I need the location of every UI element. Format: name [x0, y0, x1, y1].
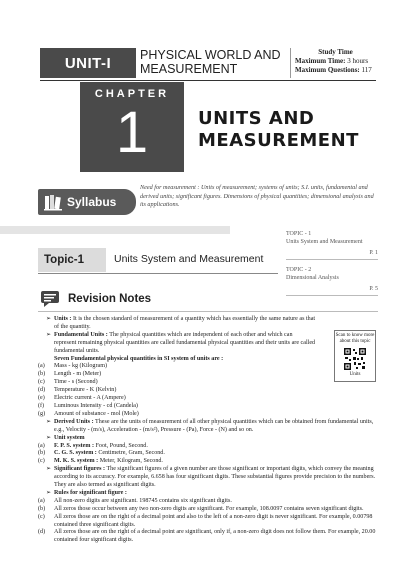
- list-item: [38, 514, 378, 530]
- list-text: Temperature - K (Kelvin): [54, 387, 117, 394]
- max-time-value: 3 hours: [347, 57, 369, 65]
- arrow-bullet-icon: ➢: [46, 331, 52, 338]
- chapter-word: CHAPTER: [94, 88, 170, 100]
- list-marker: (g): [38, 410, 46, 417]
- list-marker: (b): [38, 371, 46, 378]
- note-significant-figures: [38, 466, 378, 490]
- note-rules: [38, 490, 378, 498]
- chapter-title-line2: MEASUREMENT: [198, 130, 359, 151]
- chapter-title: [198, 108, 398, 152]
- list-text: All zeros those are on the right of a decimal point are significant, only if, a non-zero digit does not follow them. For example, 20.00 contained four significant digits.: [54, 529, 376, 544]
- list-text: Luminous Intensity - cd (Candela): [54, 402, 138, 409]
- fundamental-term: Fundamental Units :: [54, 331, 108, 338]
- system-text: Meter, Kilogram, Second.: [99, 458, 163, 465]
- list-item: [38, 498, 378, 506]
- system-text: Foot, Pound, Second.: [95, 442, 148, 449]
- note-fundamental-units: [38, 332, 378, 356]
- list-marker: (c): [38, 458, 45, 465]
- note-derived-units: [38, 419, 378, 435]
- syllabus-text: Need for measurement : Units of measurement; systems of units; S.I. units, fundamental and derived units; significant figures. Dimensions of physical quantities; dimensional analysis and its applications.: [140, 184, 374, 208]
- list-text: Electric current - A (Ampere): [54, 395, 126, 402]
- arrow-bullet-icon: ➢: [46, 466, 52, 473]
- note-unit-system: [38, 435, 378, 443]
- toc-heading: TOPIC - 1: [286, 231, 312, 237]
- arrow-bullet-icon: ➢: [46, 489, 52, 496]
- sig-term: Significant figures :: [54, 466, 106, 473]
- qr-caption: Scan to know more about this topic: [335, 333, 375, 344]
- list-marker: (a): [38, 497, 45, 504]
- unit-title: [140, 48, 290, 76]
- topic-tag: Topic-1: [38, 248, 106, 272]
- syllabus-label: Syllabus: [67, 195, 117, 209]
- rules-heading: Rules for significant figure :: [54, 489, 127, 496]
- toc-page: P. 1: [369, 250, 378, 256]
- arrow-bullet-icon: ➢: [46, 434, 52, 441]
- list-marker: (d): [38, 529, 46, 536]
- list-text: All non-zero digits are significant. 198745 contains six significant digits.: [54, 497, 232, 504]
- max-time-label: Maximum Time:: [295, 57, 346, 65]
- toc-title: Units System and Measurement: [286, 239, 363, 245]
- revision-notes-header: [38, 290, 378, 312]
- list-item: [38, 529, 378, 545]
- list-marker: (a): [38, 363, 45, 370]
- units-term: Units :: [54, 316, 72, 322]
- books-icon: [43, 192, 63, 212]
- list-marker: (a): [38, 442, 45, 449]
- qr-code-box[interactable]: [334, 330, 376, 382]
- list-text: Mass - kg (Kilogram): [54, 363, 107, 370]
- list-item: [38, 411, 378, 419]
- qr-code-icon: [343, 347, 367, 371]
- chapter-title-line1: UNITS AND: [198, 108, 315, 129]
- list-item: [38, 387, 378, 395]
- list-item: [38, 395, 378, 403]
- seven-heading: Seven Fundamental physical quantities in SI system of units are :: [54, 355, 224, 362]
- unit-label: UNIT-I: [40, 48, 136, 78]
- toc-item[interactable]: [286, 230, 378, 260]
- system-term: C. G. S. system :: [54, 450, 97, 457]
- list-text: Length - m (Meter): [54, 371, 102, 378]
- fundamental-text: The physical quantities which are independent of each other and which can represent remaining physical quantities are called fundamental physical quantities and their units are called fundamental units.: [54, 331, 316, 354]
- unit-title-line1: PHYSICAL WORLD AND: [140, 48, 281, 62]
- derived-term: Derived Units :: [54, 418, 94, 425]
- sig-text: The significant figures of a given number are those significant or important digits, which convey the meaning according to its accuracy. For example, 6.658 has four significant digits. These substantial figures provide precision to the numbers. They are also termed as significant digits.: [54, 466, 376, 489]
- qr-label: Units: [349, 372, 361, 377]
- system-term: F. P. S. system :: [54, 442, 95, 449]
- list-marker: (b): [38, 505, 46, 512]
- list-item: [38, 506, 378, 514]
- syllabus-tag: [38, 189, 136, 215]
- list-marker: (e): [38, 395, 45, 402]
- syllabus-underline: [0, 226, 230, 234]
- toc-heading: TOPIC - 2: [286, 267, 312, 273]
- list-item: [38, 403, 378, 411]
- list-text: Time - s (Second): [54, 379, 98, 386]
- toc-page: P. 5: [369, 286, 378, 292]
- arrow-bullet-icon: ➢: [46, 418, 52, 425]
- chapter-number: 1: [115, 100, 149, 165]
- syllabus-section: [38, 184, 374, 218]
- list-item: [38, 443, 378, 451]
- max-questions-label: Maximum Questions:: [295, 66, 360, 74]
- unit-title-line2: MEASUREMENT: [140, 62, 238, 76]
- list-item: [38, 379, 378, 387]
- list-marker: (b): [38, 450, 46, 457]
- list-marker: (d): [38, 387, 46, 394]
- note-units: [38, 316, 378, 332]
- unit-header: [40, 48, 376, 78]
- revision-notes-body: [38, 316, 378, 545]
- revision-notes-label: Revision Notes: [68, 293, 152, 305]
- max-time-row: [295, 57, 376, 66]
- list-text: Amount of substance - mol (Mole): [54, 410, 139, 417]
- unit-system-heading: Unit system: [54, 434, 85, 441]
- list-marker: (c): [38, 513, 45, 520]
- notes-icon: [40, 290, 60, 308]
- list-item: [38, 450, 378, 458]
- system-text: Centimetre, Gram, Second.: [98, 450, 165, 457]
- derived-text: These are the units of measurement of all other physical quantities which can be obtained from fundamental units, e.g., Velocity - (m/s), Acceleration - (m/s²), Pressure - (Pa), Force - (N) and so on.: [54, 418, 374, 433]
- units-text: It is the chosen standard of measurement of a quantity which has essentially the same nature as that of the quantity.: [54, 316, 316, 330]
- arrow-bullet-icon: ➢: [46, 316, 52, 322]
- list-marker: (c): [38, 379, 45, 386]
- unit-divider: [40, 80, 376, 81]
- toc-title: Dimensional Analysis: [286, 275, 339, 281]
- study-time-heading: Study Time: [318, 48, 353, 56]
- list-text: All zeros those occur between any two non-zero digits are significant. For example, 108.0097 contains seven significant digits.: [54, 505, 364, 512]
- system-term: M. K. S. system :: [54, 458, 99, 465]
- list-text: All zeros those are on the right of a decimal point and also to the left of a non-zero digit is never significant. For example, 0.00798 contained three significant digits.: [54, 513, 373, 528]
- list-marker: (f): [38, 402, 45, 409]
- study-time-box: [290, 48, 376, 78]
- max-questions-row: [295, 66, 376, 75]
- topic-header: [38, 246, 278, 274]
- max-questions-value: 117: [361, 66, 372, 74]
- chapter-box: [80, 82, 184, 172]
- topic-name: Units System and Measurement: [114, 253, 264, 265]
